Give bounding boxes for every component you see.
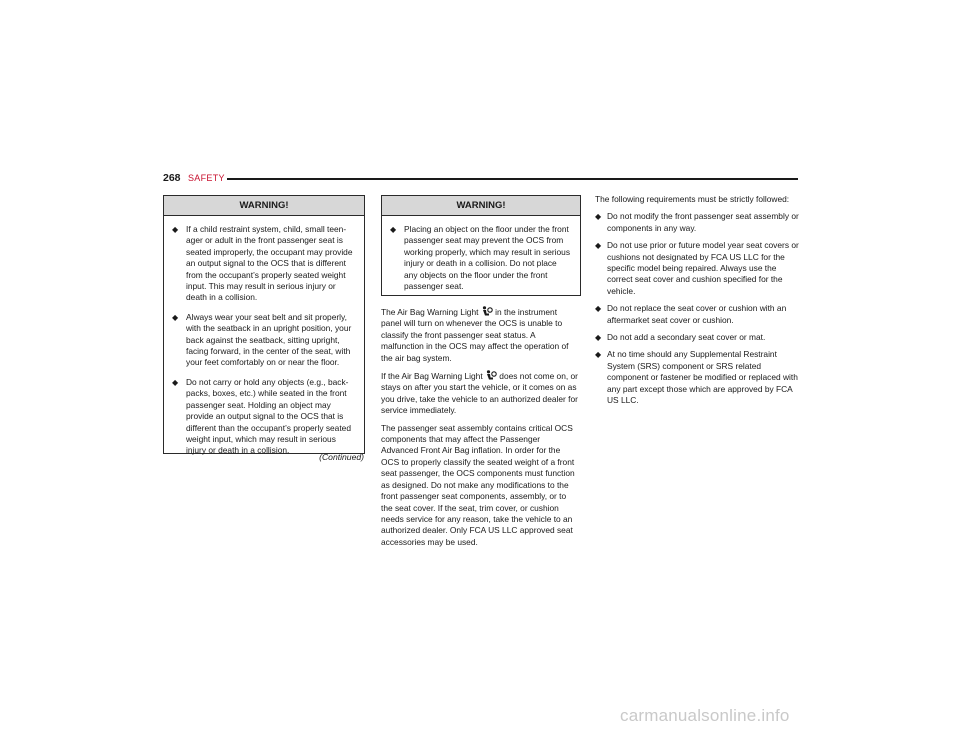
warning-box-left	[163, 195, 365, 454]
page-header	[163, 172, 798, 186]
page-number: 268	[163, 172, 181, 184]
list-item: ◆ At no time should any Supplemental Restraint System (SRS) component or SRS related component or fastener be modified or replaced with any part except those which are approved by FCA US LLC.	[595, 349, 798, 406]
warning-title: WARNING!	[164, 196, 364, 216]
body-column-right	[595, 194, 800, 413]
diamond-bullet-icon: ◆	[595, 241, 602, 251]
list-item: ◆ Do not use prior or future model year seat covers or cushions not designated by FCA US LLC for the specific model being repaired. Always use the correct seat cover and cushion specified for the vehicle.	[595, 240, 799, 296]
list-item: ◆ If a child restraint system, child, small teen-ager or adult in the front passenger seat is seated improperly, the occupant may provide an output signal to the OCS that is different from the occupant’s properly seated weight input. This may result in serious injury or death in a collision.	[172, 224, 353, 303]
requirements-list	[595, 211, 800, 406]
header-rule	[227, 178, 798, 180]
body-column-middle	[381, 306, 579, 554]
airbag-warning-light-icon	[485, 370, 497, 381]
list-item: ◆ Always wear your seat belt and sit properly, with the seatback in an upright position, your back against the seatback, sitting upright, facing forward, in the center of the seat, with your feet comfortably on or near the floor.	[172, 311, 352, 368]
warning-box-middle	[381, 195, 581, 296]
paragraph: The following requirements must be strictly followed:	[595, 194, 790, 204]
diamond-bullet-icon: ◆	[595, 333, 602, 343]
warning-title: WARNING!	[382, 196, 580, 216]
paragraph: The passenger seat assembly contains critical OCS components that may affect the Passenger Advanced Front Air Bag inflation. In order for the OCS to properly classify the seated weight of a front seat passenger, the OCS components must function as designed. Do not make any modifications to the front passenger seat components, assembly, or to the seat cover. If the seat, trim cover, or cushion needs service for any reason, take the vehicle to an authorized dealer. Only FCA US LLC approved seat accessories may be used.	[381, 422, 575, 547]
diamond-bullet-icon: ◆	[172, 377, 179, 387]
diamond-bullet-icon: ◆	[172, 225, 179, 234]
list-item: ◆ Do not replace the seat cover or cushion with an aftermarket seat cover or cushion.	[595, 303, 787, 325]
paragraph: The Air Bag Warning Light in the instrument panel will turn on whenever the OCS is unable to classify the front passenger seat status. A malfunction in the OCS may affect the operation of the air bag system.	[381, 307, 569, 363]
list-item: ◆ Do not carry or hold any objects (e.g., back-packs, boxes, etc.) while seated in the front passenger seat. Holding an object may provide an output signal to the OCS that is different than the occupant’s properly seated weight input, which may result in serious injury or death in a collision.	[172, 376, 351, 456]
diamond-bullet-icon: ◆	[595, 350, 602, 360]
section-title: SAFETY	[188, 173, 225, 183]
list-item: ◆ Do not add a secondary seat cover or mat.	[595, 332, 766, 343]
list-item: ◆ Do not modify the front passenger seat assembly or components in any way.	[595, 211, 799, 233]
diamond-bullet-icon: ◆	[595, 212, 602, 222]
diamond-bullet-icon: ◆	[172, 312, 179, 322]
diamond-bullet-icon: ◆	[595, 304, 602, 314]
airbag-warning-light-icon	[481, 306, 493, 317]
warning-list	[382, 216, 580, 304]
list-item: ◆ Placing an object on the floor under the front passenger seat may prevent the OCS from working properly, which may result in serious injury or death in a collision. Do not place any objects on the floor under the front passenger seat.	[390, 224, 571, 292]
watermark: carmanualsonline.info	[620, 706, 790, 725]
diamond-bullet-icon: ◆	[390, 225, 397, 234]
paragraph: If the Air Bag Warning Light does not come on, or stays on after you start the vehicle, or it comes on as you drive, take the vehicle to an authorized dealer for service immediately.	[381, 371, 578, 416]
continued-note: (Continued)	[319, 452, 364, 462]
warning-list	[164, 216, 364, 469]
